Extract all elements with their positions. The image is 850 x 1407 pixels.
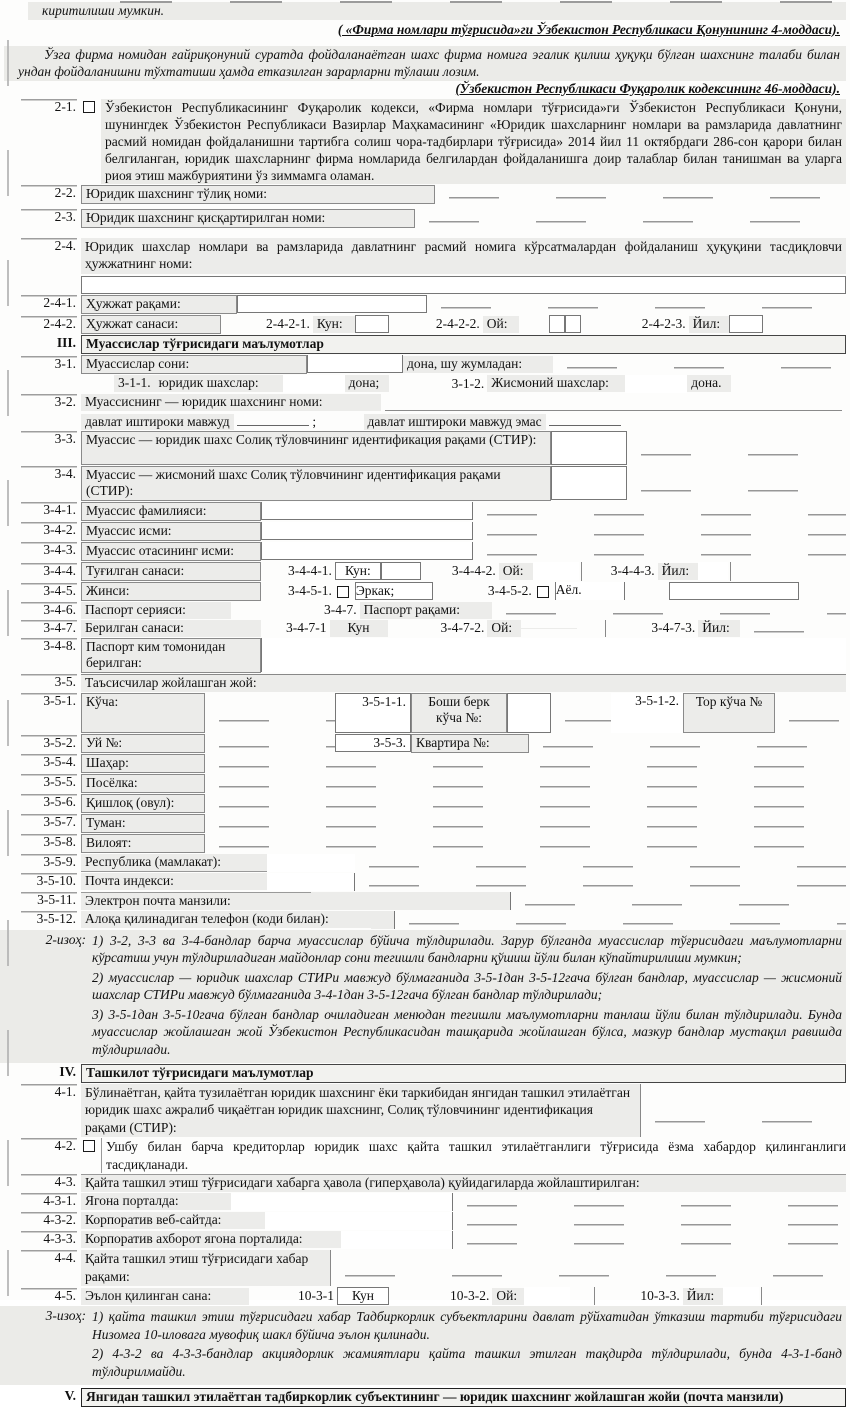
fill-line xyxy=(385,397,842,411)
sub-number: 10-3-2. xyxy=(450,1288,490,1304)
sub-number: 10-3-1 xyxy=(298,1288,334,1304)
row-4-3-2 xyxy=(0,1212,846,1230)
row-3-4-8 xyxy=(0,638,846,673)
sub-number: 3-4-4-3. xyxy=(610,563,655,579)
row-3-4-3 xyxy=(0,542,846,561)
checkbox-female[interactable] xyxy=(537,586,549,598)
sub-number: 2-4-2-1. xyxy=(266,316,310,332)
row-2-3 xyxy=(0,209,846,228)
field-label-4-3: Қайта ташкил этиш тўғрисидаги хабарга ҳавола (гиперҳавола) қуйидагиларда жойлаштирилган: xyxy=(81,1174,846,1192)
row-3-4-7 xyxy=(0,620,846,637)
row-3-4-2 xyxy=(0,522,846,541)
sub-number: 3-4-7-2. xyxy=(440,620,485,636)
row-4-3-1 xyxy=(0,1193,846,1211)
row-2-1 xyxy=(0,99,846,184)
field-label-3-5: Таъсисчилар жойлашган жой: xyxy=(81,674,846,692)
blank-dashes xyxy=(427,295,846,314)
row-number: 3-5-7. xyxy=(0,814,81,830)
row-4-1 xyxy=(0,1084,846,1138)
row-number: 3-4-7. xyxy=(0,620,81,636)
row-number: 4-3-3. xyxy=(0,1231,81,1247)
row-3-1-1 xyxy=(114,375,846,393)
field-label-2-4: Юридик шахслар номлари ва рамзларида давлатнинг расмий номига кўрсатмалардан фойдаланиш ҳуқуқини тасдиқловчи ҳужжатнинг номи: xyxy=(81,238,846,274)
row-number: 3-3. xyxy=(0,431,81,447)
input-3-4-5[interactable] xyxy=(669,582,799,600)
field-label-4-5: Эълон қилинган сана: xyxy=(81,1288,249,1305)
male-label: Эркак; xyxy=(355,582,433,600)
row-3-2 xyxy=(0,394,846,430)
input-3-1[interactable] xyxy=(307,355,403,373)
field-label-4-3-2: Корпоратив веб-сайтда: xyxy=(81,1212,265,1229)
row-3-4-4 xyxy=(0,562,846,581)
field-label-4-3-1: Ягона порталда: xyxy=(81,1193,231,1210)
blank-dashes xyxy=(551,693,611,733)
row-4-3 xyxy=(0,1174,846,1192)
input-month-1[interactable] xyxy=(549,315,565,333)
note-2-item-1: 1) 3-2, 3-3 ва 3-4-бандлар барча муассислар бўйича тўлдирилади. Зарур бўлганда муассислар тўғрисидаги маълумотларни кўрсатиш учун тўлдириладиган майдонлар сони тегишли бандларни қўшиш йўли билан кўпайтирилиши мумкин; xyxy=(92,932,842,966)
sub-number: 3-4-7-3. xyxy=(651,620,696,636)
row-3-1 xyxy=(0,355,846,374)
field-label-3-5-9: Республика (мамлакат): xyxy=(81,854,267,872)
field-label-3-4-7: Берилган санаси: xyxy=(81,620,261,637)
declaration-text-2-1: Ўзбекистон Республикасининг Фуқаролик кодекси, «Фирма номлари тўғрисида»ги Ўзбекистон Республикаси Қонуни, шунингдек Ўзбекистон Республикаси Вазирлар Маҳкамасининг «Юридик шахсларнинг номлари ва рамзларида давлатнинг расмий номидан фойдаланишни тартибга солиш чора-тадбирлари тўғрисида» 2014 йил 11 октябрдаги 286-сон қарори билан белгиланган, юридик шахсларнинг фирма номларида белгилардан фойдаланишга доир талаблар билан танишман ва уларга риоя этиш мажбуриятини ўз зиммамга оламан. xyxy=(101,99,846,184)
input-3-5-11[interactable] xyxy=(311,892,511,910)
blank-dashes xyxy=(395,911,846,929)
row-3-4-6 xyxy=(0,602,846,619)
input-month[interactable] xyxy=(533,562,579,580)
row-number: 3-4-3. xyxy=(0,542,81,558)
row-3-5-8 xyxy=(0,834,846,853)
input-year[interactable] xyxy=(729,315,763,333)
row-number: 4-4. xyxy=(0,1250,81,1266)
input-3-4-2[interactable] xyxy=(261,522,473,540)
checkbox-2-1[interactable] xyxy=(83,101,95,113)
field-label-3-5-2: Уй №: xyxy=(81,734,205,753)
input-4-3-3[interactable] xyxy=(341,1231,453,1249)
input-month-2[interactable] xyxy=(565,315,581,333)
section-number: III. xyxy=(56,334,76,350)
section-4-header xyxy=(0,1064,846,1083)
row-number: 2-1. xyxy=(0,99,81,115)
blank-dashes xyxy=(205,754,846,773)
row-3-4-5 xyxy=(0,582,846,601)
input-day[interactable] xyxy=(381,562,421,580)
suffix-3-1: дона, шу жумладан: xyxy=(403,356,553,373)
blank-dashes xyxy=(473,522,846,541)
row-2-4-1 xyxy=(0,295,846,314)
row-number: 4-3. xyxy=(0,1174,81,1190)
month-label: Ой: xyxy=(499,563,533,580)
row-3-5-1 xyxy=(0,693,846,733)
blank-dashes xyxy=(205,794,846,813)
input-4-3-1[interactable] xyxy=(231,1193,453,1211)
suffix-3-1-2: дона. xyxy=(687,375,731,392)
input-3-1-2[interactable] xyxy=(625,375,687,393)
row-3-5 xyxy=(0,674,846,692)
blank-dashes xyxy=(205,834,846,853)
year-label: Йил: xyxy=(698,620,740,637)
row-number: 3-5. xyxy=(0,674,81,690)
row-number: 4-3-2. xyxy=(0,1212,81,1228)
row-number: 3-4-4. xyxy=(0,563,81,579)
input-3-4-3[interactable] xyxy=(261,542,473,560)
row-number: 3-5-4. xyxy=(0,754,81,770)
day-label: Кун xyxy=(337,1287,389,1305)
sub-number: 3-4-7. xyxy=(324,602,357,618)
input-day[interactable] xyxy=(355,315,389,333)
blank-dashes xyxy=(627,466,846,501)
sub-number: 2-4-2-2. xyxy=(435,316,480,332)
row-3-5-4 xyxy=(0,754,846,773)
section-title: Ташкилот тўғрисидаги маълумотлар xyxy=(81,1064,846,1083)
field-label-4-1: Бўлинаётган, қайта тузилаётган юридик шахснинг ёки таркибидан янгидан ташкил этилаётган юридик шахс ажралиб чиқаётган юридик шахснинг, Солиқ тўловчининг идентификация рақами (СТИР): xyxy=(81,1084,641,1138)
input-3-4[interactable] xyxy=(551,466,627,500)
blank-dashes xyxy=(492,602,846,619)
input-3-5-9[interactable] xyxy=(267,854,355,872)
row-number: 2-4-1. xyxy=(0,295,81,311)
blank-dashes xyxy=(473,542,846,561)
field-label-3-4-7-passport: Паспорт рақами: xyxy=(360,602,492,619)
blank-dashes xyxy=(205,734,335,753)
field-label-3-4-1: Муассис фамилияси: xyxy=(81,502,261,521)
sub-number: 3-4-7-1 xyxy=(286,620,327,636)
row-3-5-10 xyxy=(0,873,846,891)
separator: ; xyxy=(312,413,317,429)
field-label-3-1-2: Жисмоний шахслар: xyxy=(487,375,625,392)
row-3-5-5 xyxy=(0,774,846,793)
note-2-item-2: 2) муассислар — юридик шахслар СТИРи мавжуд бўлмаганида 3-5-1дан 3-5-12гача бўлган бандлар, муассислар — жисмоний шахслар СТИРи мавжуд бўлмаганида 3-4-1дан 3-5-12гача бўлган бандлар тўлдирилади; xyxy=(92,969,842,1003)
row-4-5 xyxy=(0,1287,846,1305)
input-2-4-1[interactable] xyxy=(237,295,427,313)
state-share-present-label: давлат иштироки мавжуд xyxy=(81,414,234,430)
row-2-2 xyxy=(0,185,846,204)
apartment-label: Квартира №: xyxy=(411,734,529,753)
field-label-3-5-8: Вилоят: xyxy=(81,834,205,853)
blank-dashes xyxy=(775,693,846,733)
row-number: 3-4-1. xyxy=(0,502,81,518)
year-label: Йил: xyxy=(683,1288,723,1305)
note-2 xyxy=(0,930,846,1063)
row-number: 4-1. xyxy=(0,1084,81,1100)
row-3-4-1 xyxy=(0,502,846,521)
state-share-absent-label: давлат иштироки мавжуд эмас xyxy=(364,414,546,430)
input-3-5-10[interactable] xyxy=(267,873,355,891)
row-3-3 xyxy=(0,431,846,465)
sub-number: 3-1-1. xyxy=(114,375,155,392)
sub-number: 3-5-1-2. xyxy=(611,693,683,733)
note-2-label: 2-изоҳ: xyxy=(45,931,86,947)
sub-number: 2-4-2-3. xyxy=(641,316,686,332)
field-label-3-4-8: Паспорт ким томонидан берилган: xyxy=(81,638,261,673)
row-3-5-6 xyxy=(0,794,846,813)
day-label: Кун: xyxy=(335,562,381,580)
row-number: 4-3-1. xyxy=(0,1193,81,1209)
field-label-3-1: Муассислар сони: xyxy=(81,355,307,374)
field-label-2-2: Юридик шахснинг тўлиқ номи: xyxy=(81,185,435,204)
blank-dashes xyxy=(553,355,846,374)
input-year[interactable] xyxy=(723,1287,759,1305)
row-number: 3-5-12. xyxy=(0,911,81,927)
row-number: 3-5-8. xyxy=(0,834,81,850)
row-number: 2-4. xyxy=(0,238,81,254)
section-title: Муассислар тўғрисидаги маълумотлар xyxy=(81,335,846,354)
input-3-3[interactable] xyxy=(551,431,627,465)
narrow-street-label: Тор кўча № xyxy=(683,693,775,733)
section-number: IV. xyxy=(59,1063,76,1079)
blank-dashes xyxy=(355,854,846,872)
row-number: 3-4-2. xyxy=(0,522,81,538)
sub-number: 3-4-4-2. xyxy=(451,563,496,579)
row-number: 3-5-5. xyxy=(0,774,81,790)
row-3-5-9 xyxy=(0,854,846,872)
row-number: 3-4-6. xyxy=(0,602,81,618)
row-3-5-11 xyxy=(0,892,846,910)
row-number: 4-2. xyxy=(0,1138,81,1154)
field-label-3-1-1: юридик шахслар: xyxy=(155,375,283,392)
sub-number: 3-5-1-1. xyxy=(335,693,411,733)
checkbox-4-2[interactable] xyxy=(83,1140,95,1152)
sub-number: 3-5-3. xyxy=(335,734,411,752)
field-label-2-4-2: Ҳужжат санаси: xyxy=(81,315,221,334)
blank-dashes xyxy=(627,431,846,465)
field-label-4-4: Қайта ташкил этиш тўғрисидаги хабар рақами: xyxy=(81,1250,331,1286)
row-3-5-12 xyxy=(0,911,846,929)
blank-dashes xyxy=(529,734,846,753)
note-2-item-3: 3) 3-5-1дан 3-5-10гача бўлган бандлар очиладиган менюдан тегишли маълумотларни танлаш йўли билан тўлдирилади. Бунда муассислар жойлашган жой Ўзбекистон Республикасидан ташқарида жойлашган бўлса, мазкур бандлар мустақил равишда тўлдирилади. xyxy=(92,1006,842,1058)
field-label-3-4-6: Паспорт серияси: xyxy=(81,602,231,619)
row-number: 2-3. xyxy=(0,209,81,225)
sub-number: 3-1-2. xyxy=(451,375,485,391)
row-number: 3-2. xyxy=(0,394,81,410)
row-3-4 xyxy=(0,466,846,501)
blank-dashes xyxy=(511,892,846,910)
blank-dashes xyxy=(641,1084,846,1138)
field-label-3-5-1: Кўча: xyxy=(81,693,205,733)
row-4-2 xyxy=(0,1138,846,1173)
row-3-5-2 xyxy=(0,734,846,753)
confirmation-text-4-2: Ушбу билан барча кредиторлар юридик шахс қайта ташкил этилаётганлиги тўғрисида ёзма хабардор қилинганлиги тасдиқланади. xyxy=(101,1138,846,1173)
field-label-3-5-5: Посёлка: xyxy=(81,774,205,793)
female-label: Аёл. xyxy=(555,582,625,600)
month-label: Ой: xyxy=(487,620,521,637)
row-2-4 xyxy=(0,238,846,294)
blank-dashes xyxy=(205,814,846,833)
blank-dashes xyxy=(205,693,335,733)
field-label-3-5-6: Қишлоқ (овул): xyxy=(81,794,205,813)
law-reference-1: ( «Фирма номлари тўғрисида»ги Ўзбекистон Республикаси Қонунининг 4-моддаси). xyxy=(337,21,840,37)
suffix-3-1-1: дона; xyxy=(345,375,389,392)
intro-line: киритилиши мумкин. xyxy=(28,2,846,20)
input-3-5-12[interactable] xyxy=(371,911,395,929)
note-3-item-1: 1) қайта ташкил этиш тўғрисидаги хабар Тадбиркорлик субъектларини давлат рўйхатидан ўтказиш тартиби тўғрисидаги Низомга 10-иловага мувофиқ шакл бўйича эълон қилинади. xyxy=(92,1309,842,1342)
row-number: 3-1. xyxy=(0,356,81,372)
note-3 xyxy=(0,1306,846,1384)
checkbox-male[interactable] xyxy=(337,586,349,598)
intro-paragraph: Ўзга фирма номидан ғайриқонуний суратда фойдаланаётган шахс фирма номига эгалик қилиш ҳуқуқи бўлган шахснинг талаби билан ундан фойдаланишни тўхтатиши ҳамда етказилган зарарларни тўлаши лозим. xyxy=(4,46,846,81)
row-number: 3-5-6. xyxy=(0,794,81,810)
input-3-5-1-1[interactable] xyxy=(507,693,551,733)
row-number: 3-5-9. xyxy=(0,854,81,870)
blank-dashes xyxy=(355,873,846,891)
field-label-3-4-5: Жинси: xyxy=(81,582,261,601)
row-number: 3-4. xyxy=(0,466,81,482)
row-number: 3-5-10. xyxy=(0,873,81,889)
row-number: 3-5-11. xyxy=(0,892,81,908)
row-2-4-2 xyxy=(0,315,846,334)
input-month[interactable] xyxy=(524,1287,570,1305)
row-number: 3-4-8. xyxy=(0,638,81,654)
blank-dashes xyxy=(453,1231,846,1249)
note-3-label: 3-изоҳ: xyxy=(45,1308,86,1324)
field-label-3-4-4: Туғилган санаси: xyxy=(81,562,261,581)
fill-line xyxy=(549,413,621,426)
row-number: 3-5-2. xyxy=(0,735,81,751)
year-label: Йил: xyxy=(689,316,729,333)
field-label-4-3-3: Корпоратив ахборот ягона порталида: xyxy=(81,1231,341,1248)
field-label-3-5-7: Туман: xyxy=(81,814,205,833)
sub-number: 3-4-5-1. xyxy=(288,583,332,599)
row-4-3-3 xyxy=(0,1231,846,1249)
sub-number: 3-4-5-2. xyxy=(487,583,532,599)
field-label-3-5-10: Почта индекси: xyxy=(81,873,267,890)
law-reference-2: (Ўзбекистон Республикаси Фуқаролик кодексининг 46-моддаси). xyxy=(455,80,840,96)
field-label-2-4-1: Ҳужжат рақами: xyxy=(81,295,237,314)
input-month[interactable] xyxy=(521,628,577,629)
input-4-3-2[interactable] xyxy=(265,1212,453,1230)
blank-dashes xyxy=(331,1250,846,1286)
input-2-4[interactable] xyxy=(81,276,846,294)
row-3-5-7 xyxy=(0,814,846,833)
day-label: Кун xyxy=(330,620,388,637)
field-label-3-4: Муассис — жисмоний шахс Солиқ тўловчининг идентификация рақами (СТИР): xyxy=(81,466,551,501)
field-label-2-3: Юридик шахснинг қисқартирилган номи: xyxy=(81,209,415,228)
blank-dashes xyxy=(740,620,846,637)
field-label-3-5-4: Шаҳар: xyxy=(81,754,205,773)
blank-dashes xyxy=(453,1212,846,1230)
row-number: 3-4-5. xyxy=(0,583,81,599)
section-title: Янгидан ташкил этилаётган тадбиркорлик субъектининг — юридик шахснинг жойлашган жойи (почта манзили) xyxy=(81,1388,846,1407)
field-label-3-5-12: Алоқа қилинадиган телефон (коди билан): xyxy=(81,911,371,928)
blank-dashes xyxy=(435,185,846,204)
row-number: 4-5. xyxy=(0,1288,81,1304)
row-number: 2-2. xyxy=(0,185,81,201)
sub-number: 10-3-3. xyxy=(640,1288,680,1304)
input-year[interactable] xyxy=(698,562,728,580)
month-label: Ой: xyxy=(483,316,519,333)
blank-dashes xyxy=(205,774,846,793)
field-label-3-2: Муассиснинг — юридик шахснинг номи: xyxy=(81,394,381,411)
section-3-header xyxy=(0,335,846,354)
input-3-1-1[interactable] xyxy=(283,375,345,393)
year-label: Йил: xyxy=(658,563,698,580)
blank-dashes xyxy=(415,209,846,228)
field-label-3-3: Муассис — юридик шахс Солиқ тўловчининг идентификация рақами (СТИР): xyxy=(81,431,551,465)
field-label-3-4-2: Муассис исми: xyxy=(81,522,261,541)
row-4-4 xyxy=(0,1250,846,1286)
field-label-3-4-3: Муассис отасининг исми: xyxy=(81,542,261,561)
sub-number: 3-4-4-1. xyxy=(288,563,332,579)
section-5-header xyxy=(0,1388,846,1407)
row-number: 2-4-2. xyxy=(0,316,81,332)
input-3-4-1[interactable] xyxy=(261,502,473,520)
blank-dashes xyxy=(453,1193,846,1211)
section-number: V. xyxy=(64,1387,76,1403)
day-label: Кун: xyxy=(313,316,355,333)
blank-dashes xyxy=(120,1,840,3)
month-label: Ой: xyxy=(492,1288,524,1305)
note-3-item-2: 2) 4-3-2 ва 4-3-3-бандлар акциядорлик жамиятлари қайта ташкил этилган тақдирда тўлдирилади, бунда 4-3-1-банд тўлдирилмайди. xyxy=(92,1346,842,1380)
field-label-3-5-11: Электрон почта манзили: xyxy=(81,892,311,910)
blank-dashes xyxy=(473,502,846,521)
row-number: 3-5-1. xyxy=(0,693,81,709)
dead-end-street-label: Боши берк кўча №: xyxy=(411,693,507,733)
input-3-4-8[interactable] xyxy=(261,638,846,672)
fill-line xyxy=(237,413,309,426)
